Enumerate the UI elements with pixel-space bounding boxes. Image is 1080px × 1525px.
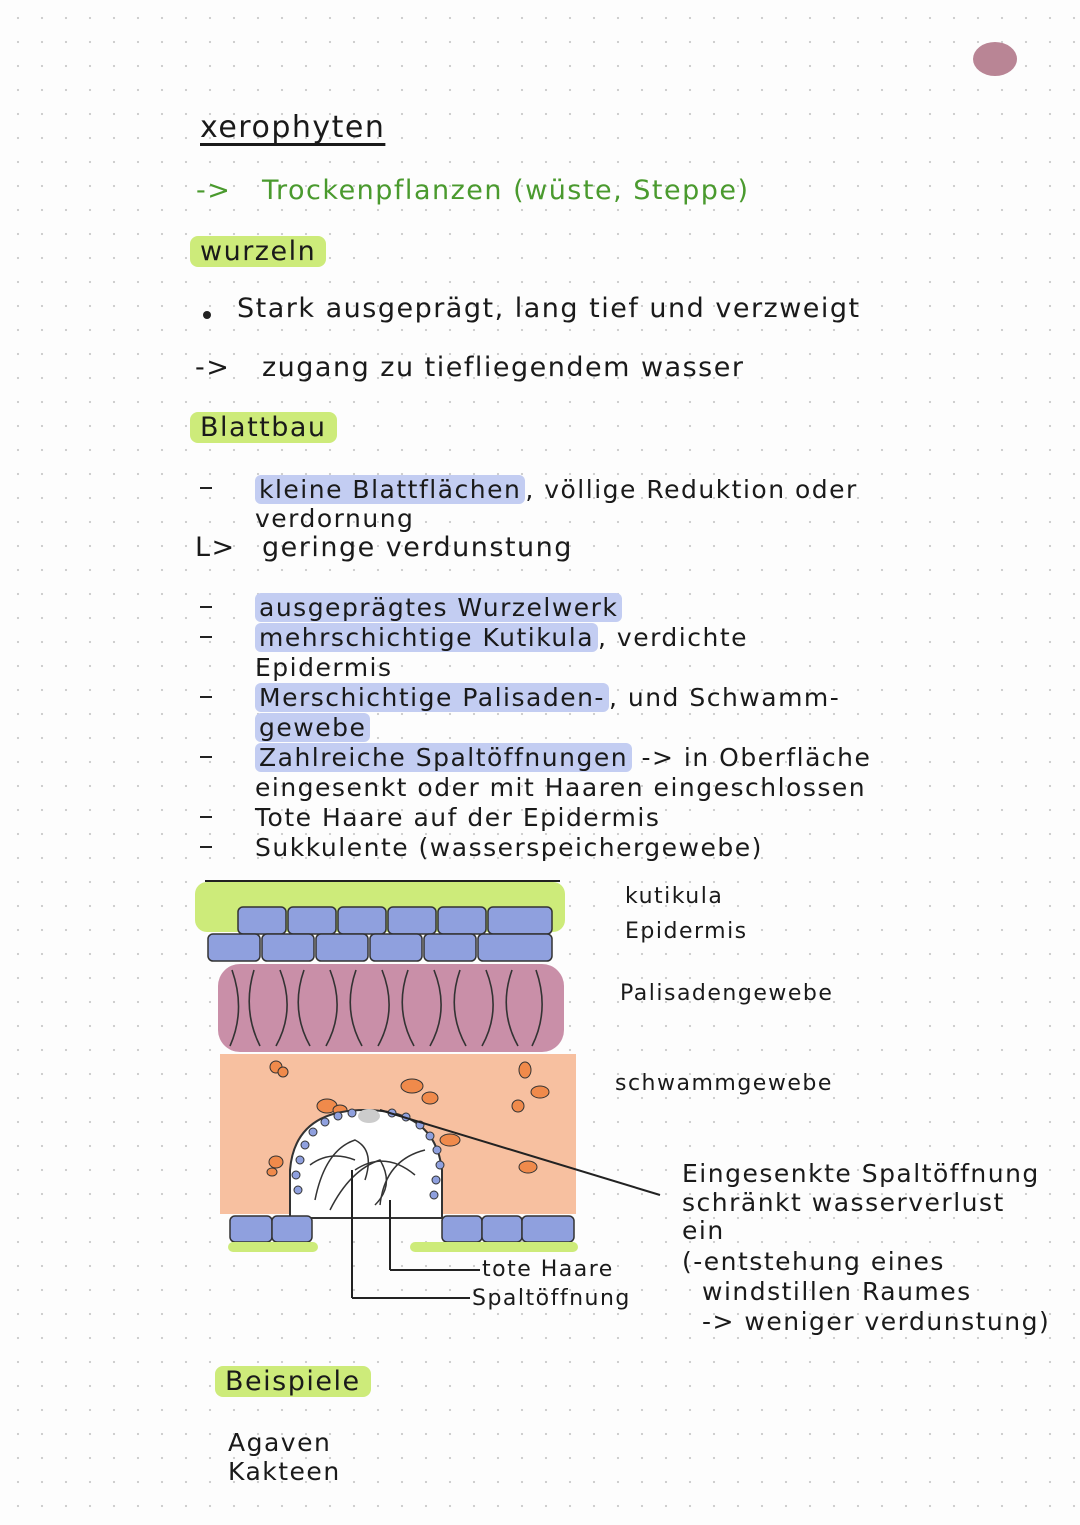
blattbau-line <box>255 742 871 773</box>
highlight-text: ausgeprägtes Wurzelwerk <box>255 593 622 622</box>
palisaden-layer <box>218 964 564 1052</box>
dash-icon <box>200 606 212 608</box>
stoma-note-line: -> weniger verdunstung) <box>702 1307 1051 1336</box>
label-palisaden: Palisadengewebe <box>620 981 834 1006</box>
stoma-note-line: (-entstehung eines <box>682 1247 945 1276</box>
subtitle-arrow: -> <box>196 175 232 206</box>
plain-text: , und Schwamm- <box>608 683 841 712</box>
plain-text: Sukkulente (wasserspeichergewebe) <box>255 833 763 862</box>
blattbau-heading: Blattbau <box>190 412 337 443</box>
label-epidermis: Epidermis <box>625 919 748 944</box>
bullet-dot-icon <box>203 311 211 319</box>
highlight-text: mehrschichtige Kutikula <box>255 623 598 652</box>
dash-icon <box>200 487 212 489</box>
page-title: xerophyten <box>200 110 386 145</box>
blattbau-line <box>255 712 370 743</box>
plain-text: Tote Haare auf der Epidermis <box>255 803 661 832</box>
dash-icon <box>200 636 212 638</box>
highlight-text: Zahlreiche Spaltöffnungen <box>255 743 632 772</box>
blattbau-line <box>255 832 763 863</box>
dash-icon <box>200 756 212 758</box>
blattbau-line <box>255 592 622 623</box>
plain-text: , verdichte <box>598 623 749 652</box>
dash-icon <box>200 846 212 848</box>
avatar <box>973 42 1017 76</box>
wurzeln-bullet: Stark ausgeprägt, lang tief und verzweigt <box>237 293 861 324</box>
plain-text: , völlige Reduktion oder <box>525 475 858 504</box>
epidermis-layer <box>208 907 552 961</box>
wurzeln-arrow: -> <box>195 352 231 383</box>
result-arrow: L> <box>195 532 236 563</box>
stoma-note-line: ein <box>682 1216 725 1245</box>
blattbau-line <box>255 652 393 683</box>
stoma-note-line: Eingesenkte Spaltöffnung <box>682 1159 1040 1188</box>
dash-icon <box>200 696 212 698</box>
subtitle: Trockenpflanzen (wüste, Steppe) <box>262 175 750 206</box>
beispiel-item: Kakteen <box>228 1457 341 1486</box>
plain-text: -> in Oberfläche <box>632 743 872 772</box>
blattbau-line <box>255 622 748 653</box>
stoma-note-line: schränkt wasserverlust <box>682 1188 1005 1217</box>
dash-icon <box>200 816 212 818</box>
wurzeln-heading: wurzeln <box>190 236 326 267</box>
label-schwamm: schwammgewebe <box>615 1071 833 1096</box>
label-kutikula: kutikula <box>625 884 724 909</box>
beispiele-heading: Beispiele <box>215 1366 371 1397</box>
plain-text: Epidermis <box>255 653 393 682</box>
beispiel-item: Agaven <box>228 1428 332 1457</box>
plain-text: eingesenkt oder mit Haaren eingeschlossen <box>255 773 867 802</box>
highlight-text: Merschichtige Palisaden- <box>255 683 609 712</box>
stoma-note-line: windstillen Raumes <box>702 1277 972 1306</box>
blattbau-item-1-line-2: verdornung <box>255 504 415 533</box>
blattbau-line <box>255 802 660 833</box>
label-tote-haare: tote Haare <box>482 1257 614 1282</box>
highlight-text: gewebe <box>255 713 370 742</box>
wurzeln-result: zugang zu tiefliegendem wasser <box>262 352 745 383</box>
highlight-text: kleine Blattflächen <box>255 475 525 504</box>
label-spaltoeffnung: Spaltöffnung <box>472 1286 631 1311</box>
blattbau-item-1-result: geringe verdunstung <box>262 532 573 563</box>
blattbau-line <box>255 772 866 803</box>
blattbau-line <box>255 682 840 713</box>
blattbau-item-1 <box>255 474 858 505</box>
